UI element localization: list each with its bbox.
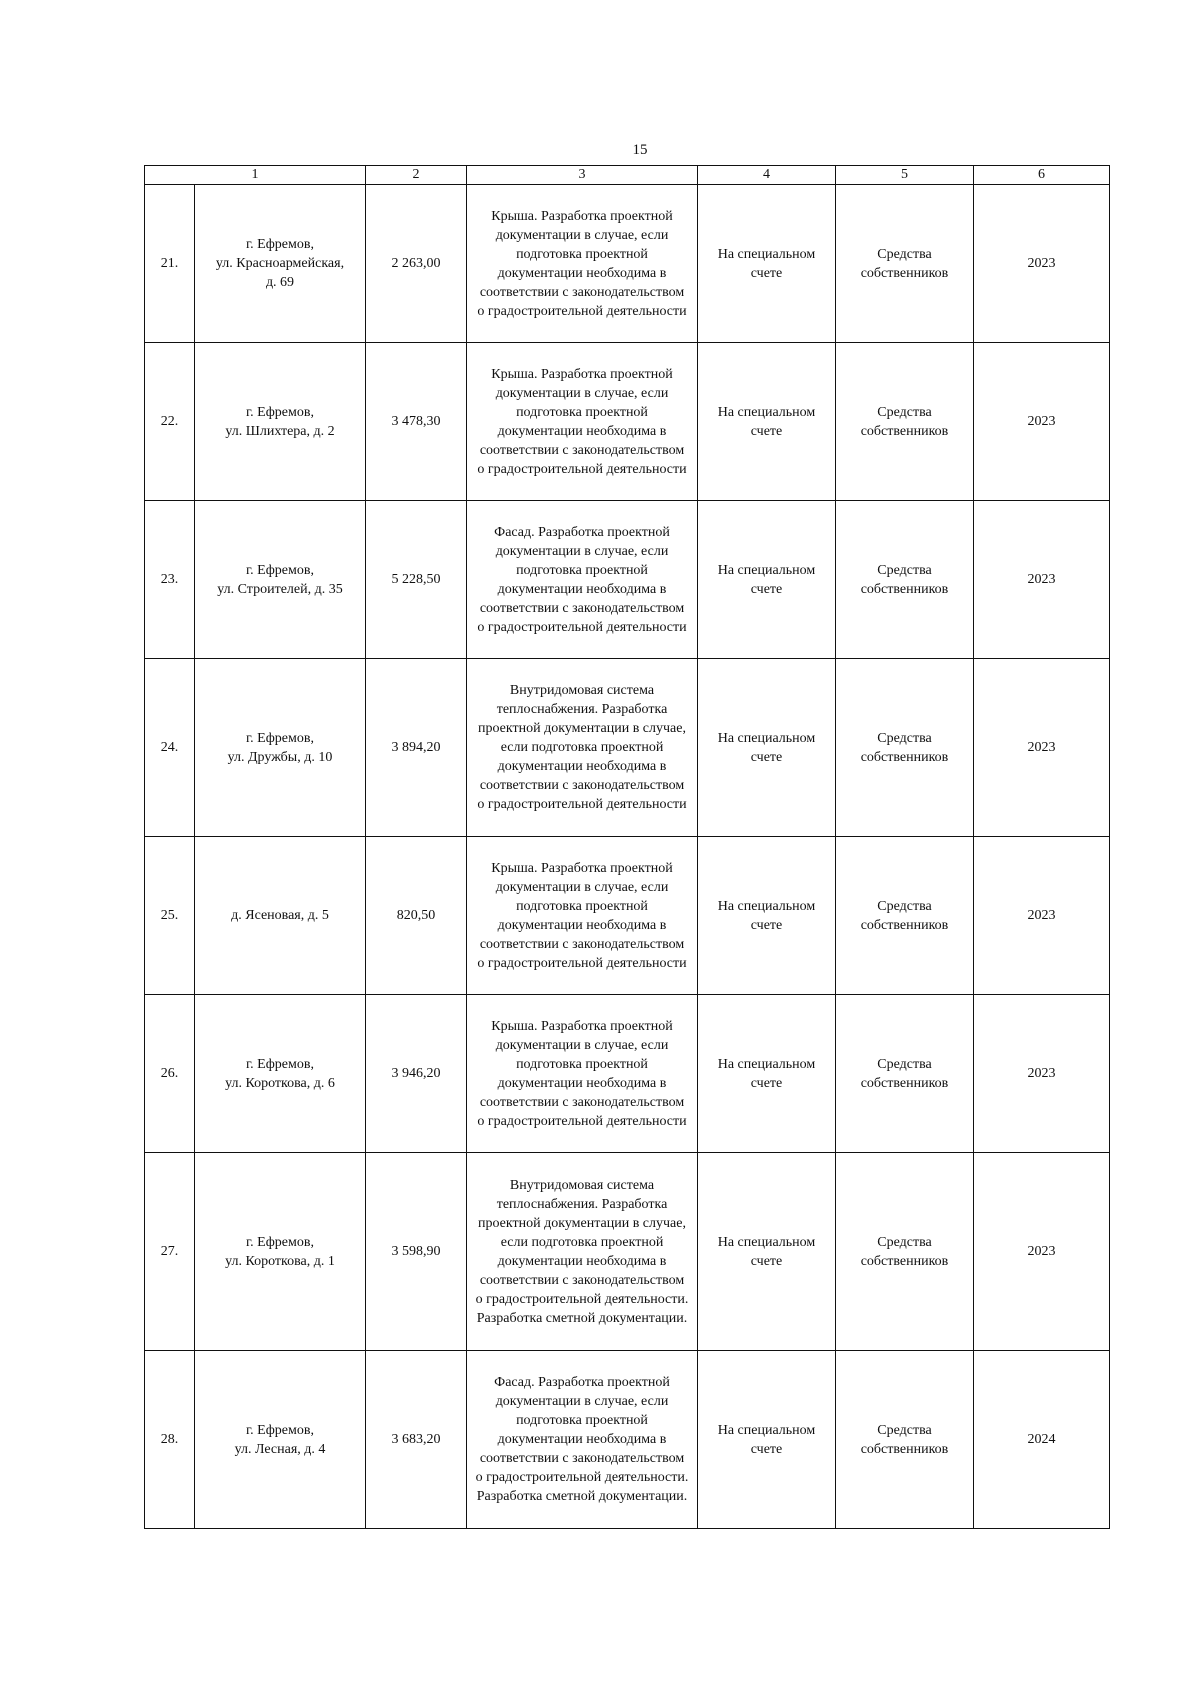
funding-source-cell-line: Средства <box>877 730 932 746</box>
year-cell: 2023 <box>974 837 1110 995</box>
address-cell-line: г. Ефремов, <box>246 1234 314 1250</box>
funding-source-cell-line: Средства <box>877 1234 932 1250</box>
address-cell <box>195 659 366 837</box>
fund-account-cell-line: На специальном <box>717 730 816 746</box>
funding-source-cell <box>836 185 974 343</box>
funding-source-cell <box>836 1153 974 1351</box>
funding-source-cell-line: собственников <box>860 423 949 439</box>
work-description-cell-line: соответствии с законодательством <box>479 936 685 952</box>
fund-account-cell-line: счете <box>750 917 783 933</box>
table-row <box>145 837 1110 995</box>
work-description-cell-line: документации в случае, если <box>495 543 669 559</box>
fund-account-cell-line: На специальном <box>717 898 816 914</box>
work-description-cell-line: документации необходима в <box>497 581 667 597</box>
column-header-6: 6 <box>974 166 1110 185</box>
funding-source-cell <box>836 659 974 837</box>
row-number-cell: 27. <box>145 1153 195 1351</box>
fund-account-cell-line: На специальном <box>717 246 816 262</box>
fund-account-cell <box>698 995 836 1153</box>
work-description-cell <box>467 837 698 995</box>
fund-account-cell-line: счете <box>750 749 783 765</box>
fund-account-cell-line: На специальном <box>717 1234 816 1250</box>
work-description-cell-line: подготовка проектной <box>516 1056 648 1072</box>
year-cell: 2023 <box>974 185 1110 343</box>
area-cell: 5 228,50 <box>366 501 467 659</box>
funding-source-cell-line: собственников <box>860 1075 949 1091</box>
work-description-cell-line: о градостроительной деятельности. <box>475 1470 689 1485</box>
work-description-cell-line: документации необходима в <box>497 1075 667 1091</box>
funding-source-cell-line: собственников <box>860 1441 949 1457</box>
funding-source-cell-line: Средства <box>877 1422 932 1438</box>
address-cell <box>195 1351 366 1529</box>
funding-source-cell <box>836 343 974 501</box>
fund-account-cell-line: счете <box>750 1253 783 1269</box>
work-description-cell <box>467 185 698 343</box>
work-description-cell <box>467 343 698 501</box>
address-cell-line: ул. Короткова, д. 6 <box>225 1075 335 1091</box>
address-cell <box>195 1153 366 1351</box>
fund-account-cell-line: счете <box>750 423 783 439</box>
work-description-cell <box>467 995 698 1153</box>
work-description-cell-line: документации необходима в <box>497 1432 667 1447</box>
table-row <box>145 343 1110 501</box>
table-row <box>145 1351 1110 1529</box>
area-cell: 3 478,30 <box>366 343 467 501</box>
fund-account-cell-line: счете <box>750 1441 783 1457</box>
address-cell-line: д. 69 <box>265 275 295 290</box>
funding-source-cell-line: Средства <box>877 246 932 262</box>
work-description-cell-line: Фасад. Разработка проектной <box>494 1375 670 1390</box>
address-cell-line: ул. Красноармейская, <box>215 256 345 271</box>
work-description-cell-line: подготовка проектной <box>516 1413 648 1428</box>
fund-account-cell-line: счете <box>750 581 783 597</box>
address-cell-line: г. Ефремов, <box>246 562 314 578</box>
fund-account-cell-line: счете <box>750 1075 783 1091</box>
work-description-cell-line: документации необходима в <box>497 759 667 774</box>
work-description-cell-line: документации необходима в <box>497 917 667 933</box>
address-cell-line: г. Ефремов, <box>246 1056 314 1072</box>
work-description-cell-line: документации в случае, если <box>495 879 669 895</box>
work-description-cell-line: документации в случае, если <box>495 1037 669 1053</box>
year-cell: 2023 <box>974 1153 1110 1351</box>
address-cell <box>195 995 366 1153</box>
year-cell: 2023 <box>974 995 1110 1153</box>
work-description-cell-line: о градостроительной деятельности <box>477 461 687 477</box>
work-description-cell-line: о градостроительной деятельности. <box>475 1291 689 1307</box>
work-description-cell-line: соответствии с законодательством <box>479 1094 685 1110</box>
work-description-cell-line: документации в случае, если <box>495 227 669 243</box>
address-cell-line: ул. Шлихтера, д. 2 <box>225 423 335 439</box>
work-description-cell-line: подготовка проектной <box>516 562 648 578</box>
work-description-cell-line: подготовка проектной <box>516 404 648 420</box>
funding-source-cell <box>836 837 974 995</box>
work-description-cell <box>467 501 698 659</box>
column-number-row <box>145 166 1110 185</box>
work-description-cell-line: Крыша. Разработка проектной <box>491 208 673 224</box>
area-cell: 3 598,90 <box>366 1153 467 1351</box>
work-description-cell-line: подготовка проектной <box>516 246 648 262</box>
column-header-1: 1 <box>145 166 366 185</box>
work-description-cell-line: теплоснабжения. Разработка <box>496 1196 668 1212</box>
work-description-cell-line: о градостроительной деятельности <box>477 797 687 812</box>
address-cell <box>195 501 366 659</box>
fund-account-cell-line: На специальном <box>717 404 816 420</box>
funding-source-cell-line: Средства <box>877 1056 932 1072</box>
address-cell-line: г. Ефремов, <box>246 237 314 252</box>
funding-source-cell-line: Средства <box>877 404 932 420</box>
work-description-cell-line: Разработка сметной документации. <box>476 1310 688 1326</box>
area-cell: 3 683,20 <box>366 1351 467 1529</box>
address-cell-line: д. Ясеновая, д. 5 <box>231 908 329 923</box>
year-cell: 2023 <box>974 343 1110 501</box>
work-description-cell-line: соответствии с законодательством <box>479 1272 685 1288</box>
work-description-cell-line: соответствии с законодательством <box>479 1451 685 1466</box>
address-cell <box>195 837 366 995</box>
funding-source-cell-line: собственников <box>860 581 949 597</box>
table-row <box>145 185 1110 343</box>
address-cell-line: ул. Дружбы, д. 10 <box>227 749 333 765</box>
fund-account-cell <box>698 837 836 995</box>
work-description-cell-line: соответствии с законодательством <box>479 778 685 793</box>
work-description-cell-line: документации необходима в <box>497 1253 667 1269</box>
funding-source-cell-line: Средства <box>877 562 932 578</box>
area-cell: 3 894,20 <box>366 659 467 837</box>
work-description-cell-line: Внутридомовая система <box>509 683 655 698</box>
area-cell: 3 946,20 <box>366 995 467 1153</box>
work-description-cell <box>467 1351 698 1529</box>
address-cell <box>195 343 366 501</box>
funding-source-cell-line: собственников <box>860 917 949 933</box>
work-description-cell-line: соответствии с законодательством <box>479 442 685 458</box>
funding-source-cell-line: собственников <box>860 1253 949 1269</box>
work-description-cell-line: Внутридомовая система <box>509 1177 655 1193</box>
work-description-cell-line: Фасад. Разработка проектной <box>494 524 670 540</box>
table-row <box>145 995 1110 1153</box>
year-cell: 2024 <box>974 1351 1110 1529</box>
work-description-cell-line: подготовка проектной <box>516 898 648 914</box>
work-description-cell-line: теплоснабжения. Разработка <box>496 702 668 717</box>
work-description-cell-line: проектной документации в случае, <box>478 721 686 736</box>
row-number-cell: 28. <box>145 1351 195 1529</box>
work-description-cell-line: соответствии с законодательством <box>479 600 685 616</box>
funding-source-cell-line: собственников <box>860 749 949 765</box>
funding-source-cell-line: собственников <box>860 265 949 281</box>
row-number-cell: 25. <box>145 837 195 995</box>
column-header-3: 3 <box>467 166 698 185</box>
row-number-cell: 24. <box>145 659 195 837</box>
page-number: 15 <box>632 142 648 158</box>
work-description-cell-line: документации в случае, если <box>495 1394 669 1409</box>
fund-account-cell-line: На специальном <box>717 1056 816 1072</box>
fund-account-cell <box>698 1351 836 1529</box>
work-description-cell-line: о градостроительной деятельности <box>477 303 687 319</box>
work-description-cell-line: Крыша. Разработка проектной <box>491 366 673 382</box>
work-description-cell-line: соответствии с законодательством <box>479 284 685 300</box>
table-row <box>145 659 1110 837</box>
work-description-cell <box>467 659 698 837</box>
funding-source-cell-line: Средства <box>877 898 932 914</box>
fund-account-cell <box>698 185 836 343</box>
address-cell-line: ул. Строителей, д. 35 <box>217 581 343 597</box>
fund-account-cell-line: На специальном <box>717 562 816 578</box>
fund-account-cell <box>698 343 836 501</box>
area-cell: 820,50 <box>366 837 467 995</box>
area-cell: 2 263,00 <box>366 185 467 343</box>
work-description-cell-line: Крыша. Разработка проектной <box>491 860 673 876</box>
address-cell-line: ул. Короткова, д. 1 <box>225 1253 335 1269</box>
fund-account-cell <box>698 659 836 837</box>
work-description-cell <box>467 1153 698 1351</box>
capital-repair-table <box>144 165 1110 1529</box>
address-cell-line: г. Ефремов, <box>246 730 314 746</box>
row-number-cell: 22. <box>145 343 195 501</box>
work-description-cell-line: документации необходима в <box>497 265 667 281</box>
fund-account-cell-line: На специальном <box>717 1422 816 1438</box>
work-description-cell-line: о градостроительной деятельности <box>477 955 687 971</box>
address-cell-line: ул. Лесная, д. 4 <box>234 1441 326 1457</box>
work-description-cell-line: о градостроительной деятельности <box>477 1113 687 1129</box>
row-number-cell: 26. <box>145 995 195 1153</box>
row-number-cell: 23. <box>145 501 195 659</box>
work-description-cell-line: если подготовка проектной <box>500 740 664 755</box>
funding-source-cell <box>836 1351 974 1529</box>
fund-account-cell <box>698 501 836 659</box>
work-description-cell-line: если подготовка проектной <box>500 1234 664 1250</box>
fund-account-cell <box>698 1153 836 1351</box>
fund-account-cell-line: счете <box>750 265 783 281</box>
year-cell: 2023 <box>974 501 1110 659</box>
work-description-cell-line: Крыша. Разработка проектной <box>491 1018 673 1034</box>
funding-source-cell <box>836 501 974 659</box>
table-row <box>145 501 1110 659</box>
work-description-cell-line: Разработка сметной документации. <box>476 1489 688 1504</box>
address-cell-line: г. Ефремов, <box>246 404 314 420</box>
work-description-cell-line: документации необходима в <box>497 423 667 439</box>
address-cell-line: г. Ефремов, <box>246 1422 314 1438</box>
row-number-cell: 21. <box>145 185 195 343</box>
work-description-cell-line: документации в случае, если <box>495 385 669 401</box>
work-description-cell-line: проектной документации в случае, <box>478 1215 686 1231</box>
work-description-cell-line: о градостроительной деятельности <box>477 619 687 635</box>
column-header-2: 2 <box>366 166 467 185</box>
table-row <box>145 1153 1110 1351</box>
address-cell <box>195 185 366 343</box>
column-header-4: 4 <box>698 166 836 185</box>
column-header-5: 5 <box>836 166 974 185</box>
funding-source-cell <box>836 995 974 1153</box>
year-cell: 2023 <box>974 659 1110 837</box>
